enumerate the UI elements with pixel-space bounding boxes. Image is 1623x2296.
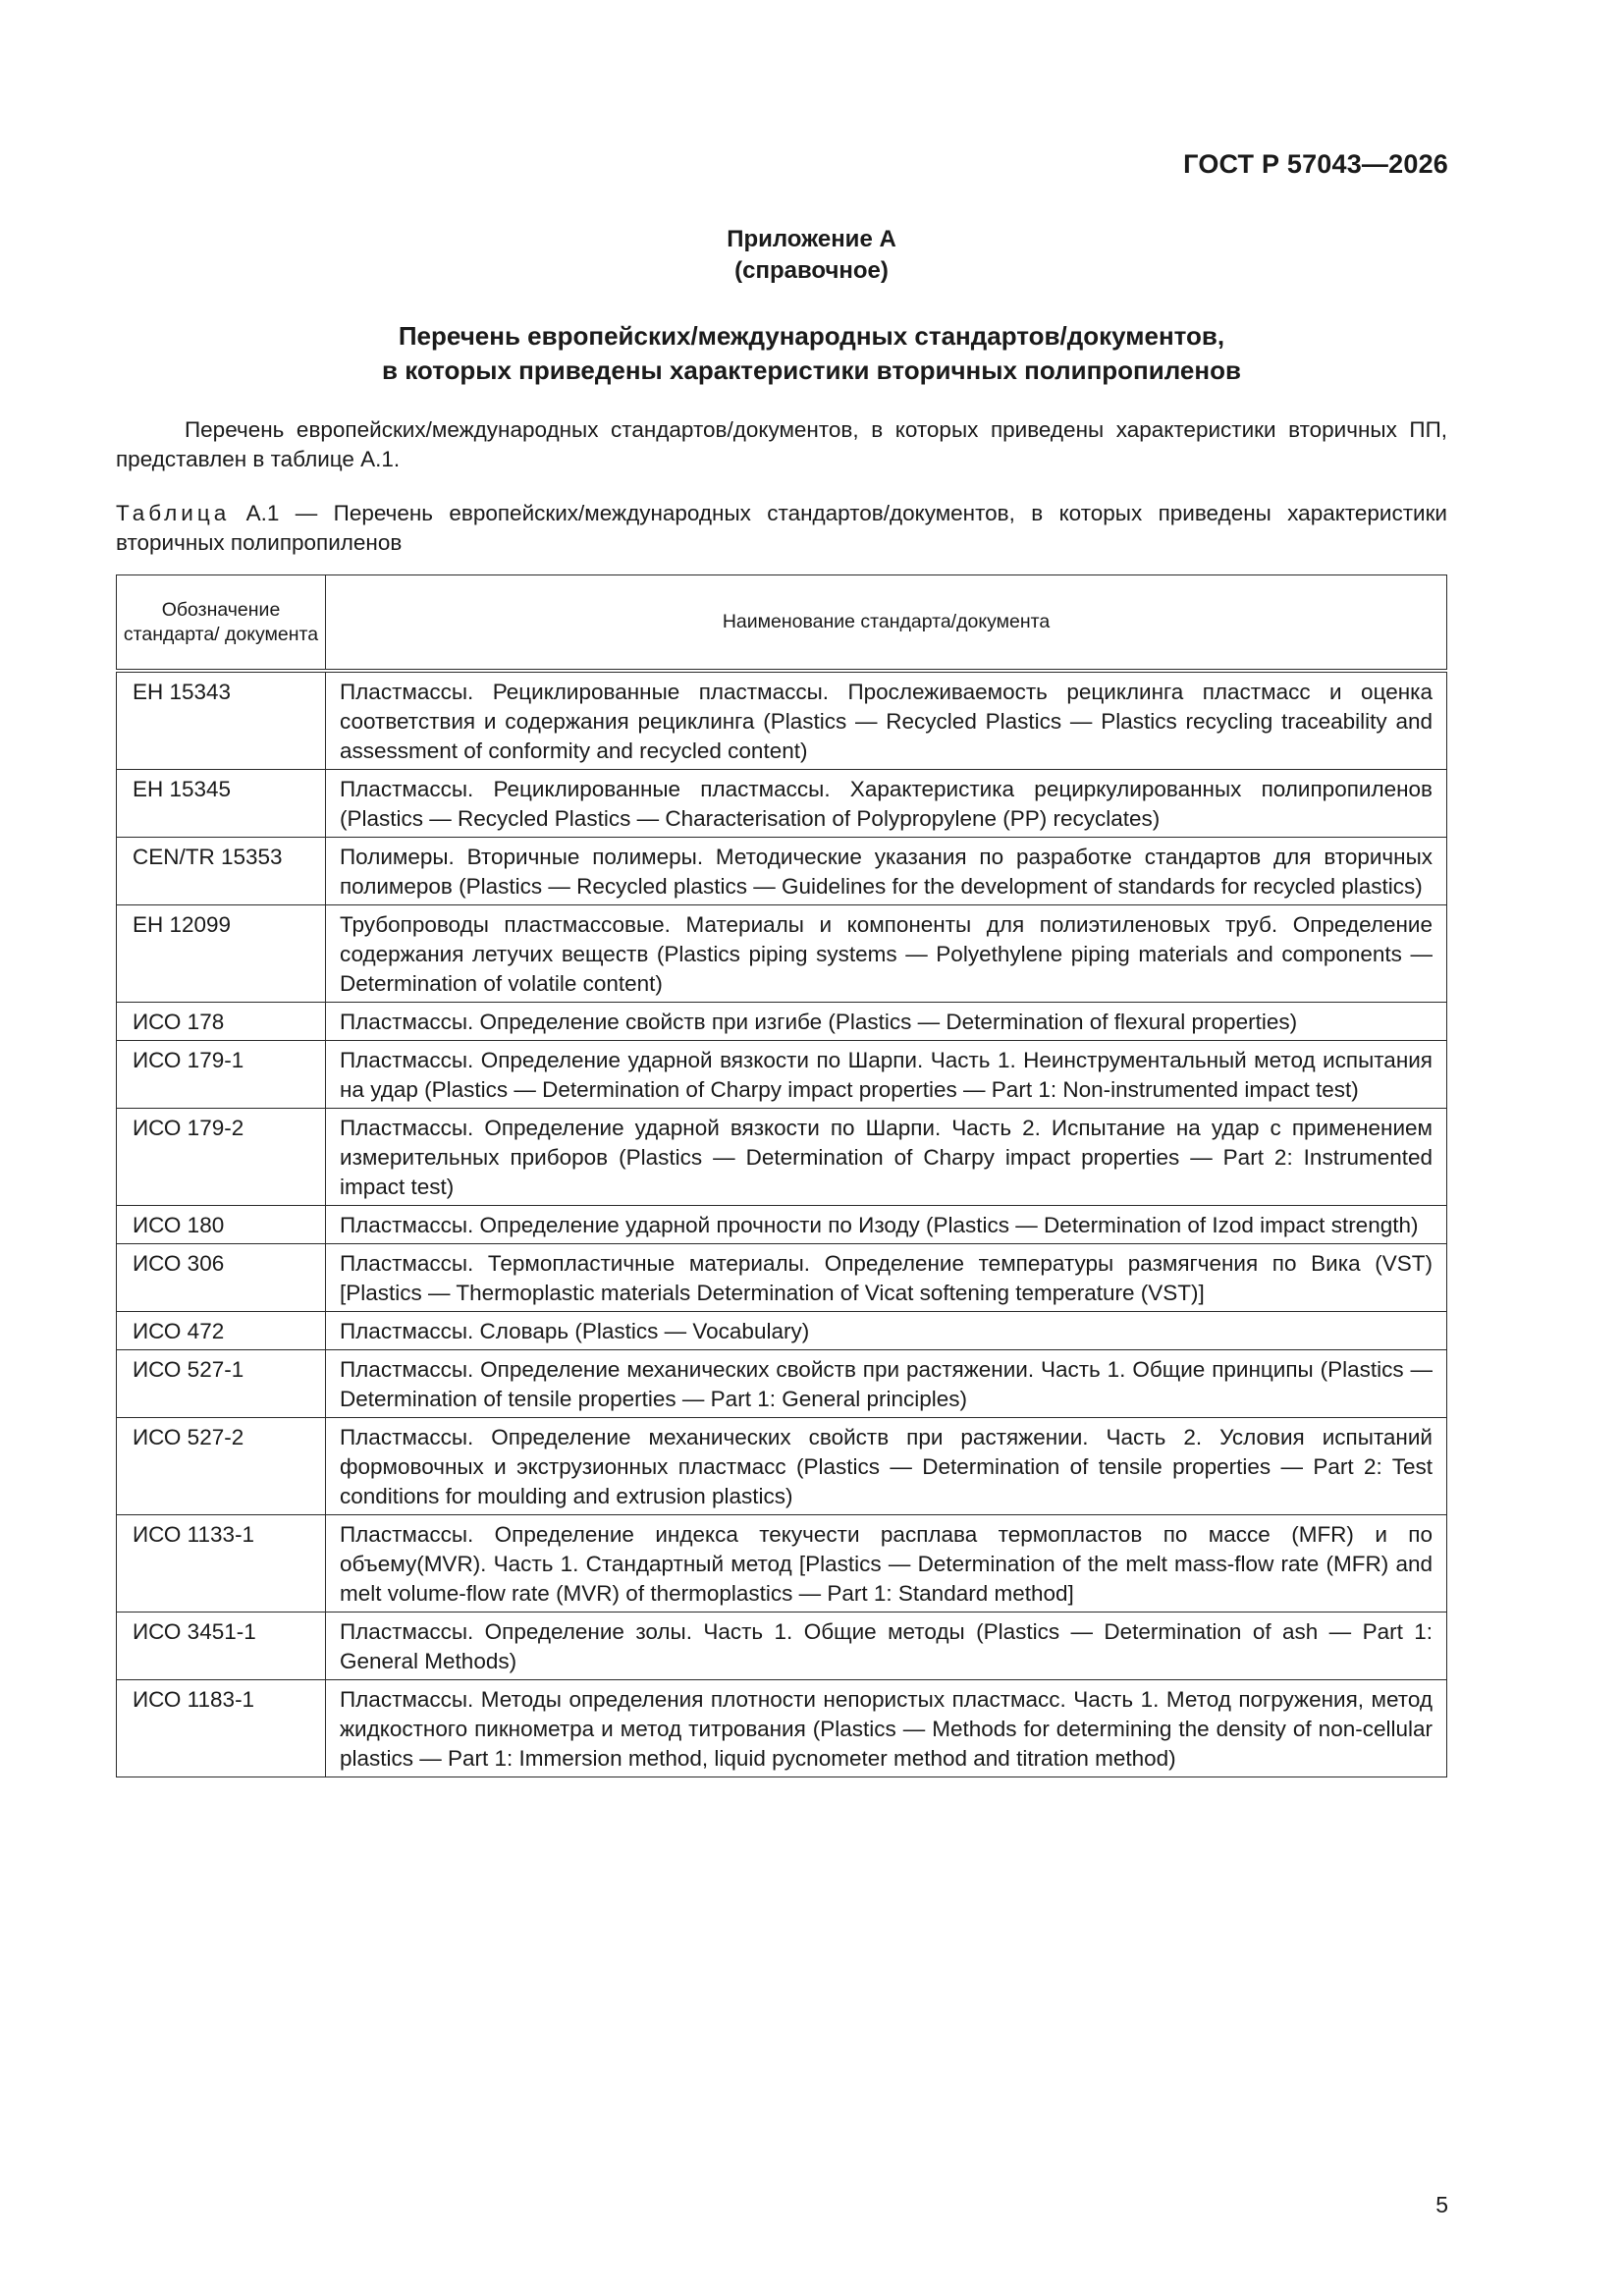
table-row — [117, 671, 1447, 770]
standard-name: Пластмассы. Определение золы. Часть 1. Общие методы (Plastics — Determination of ash — Part 1: General Methods) — [326, 1613, 1447, 1680]
standard-code: ЕН 12099 — [117, 905, 326, 1003]
table-header-row — [117, 575, 1447, 672]
standard-name: Пластмассы. Методы определения плотности непористых пластмасс. Часть 1. Метод погружения, метод жидкостного пикнометра и метод титрования (Plastics — Methods for determining the density of non-cellular plastics — Part 1: Immersion method, liquid pycnometer method and titration method) — [326, 1680, 1447, 1777]
page-number: 5 — [1435, 2192, 1448, 2217]
standard-name: Пластмассы. Определение ударной прочности по Изоду (Plastics — Determination of Izod impact strength) — [326, 1206, 1447, 1244]
standard-code: ИСО 527-1 — [117, 1350, 326, 1418]
table-row — [117, 1312, 1447, 1350]
standard-code: ИСО 3451-1 — [117, 1613, 326, 1680]
table-caption-label: Таблица — [116, 501, 231, 525]
table-row — [117, 1680, 1447, 1777]
standard-code: ИСО 179-2 — [117, 1109, 326, 1206]
standard-name: Пластмассы. Определение механических свойств при растяжении. Часть 2. Условия испытаний формовочных и экструзионных пластмасс (Plastics — Determination of tensile properties — Part 2: Test conditions for moulding and extrusion plastics) — [326, 1418, 1447, 1515]
table-caption-text: А.1 — Перечень европейских/международных стандартов/документов, в которых приведены характеристики вторичных полипропиленов — [116, 501, 1447, 555]
standard-name: Полимеры. Вторичные полимеры. Методические указания по разработке стандартов для вторичных полимеров (Plastics — Recycled plastics — Guidelines for the development of standards for recycled plastics) — [326, 838, 1447, 905]
appendix-title — [0, 319, 1623, 388]
table-row — [117, 1244, 1447, 1312]
standard-code: ЕН 15343 — [117, 671, 326, 770]
standard-name: Пластмассы. Определение ударной вязкости по Шарпи. Часть 2. Испытание на удар с применением измерительных приборов (Plastics — Determination of Charpy impact properties — Part 2: Instrumented impact test) — [326, 1109, 1447, 1206]
standard-code: ИСО 178 — [117, 1003, 326, 1041]
standard-code: ИСО 306 — [117, 1244, 326, 1312]
table-row — [117, 1003, 1447, 1041]
standard-name: Пластмассы. Определение свойств при изгибе (Plastics — Determination of flexural properties) — [326, 1003, 1447, 1041]
table-row — [117, 1041, 1447, 1109]
standard-code: ИСО 1183-1 — [117, 1680, 326, 1777]
standards-table — [116, 574, 1447, 1777]
standard-name: Трубопроводы пластмассовые. Материалы и компоненты для полиэтиленовых труб. Определение содержания летучих веществ (Plastics piping systems — Polyethylene piping materials and components — Determination of volatile content) — [326, 905, 1447, 1003]
standard-name: Пластмассы. Определение ударной вязкости по Шарпи. Часть 1. Неинструментальный метод испытания на удар (Plastics — Determination of Charpy impact properties — Part 1: Non-instrumented impact test) — [326, 1041, 1447, 1109]
table-row — [117, 1206, 1447, 1244]
intro-paragraph: Перечень европейских/международных стандартов/документов, в которых приведены характеристики вторичных ПП, представлен в таблице А.1. — [116, 417, 1447, 471]
appendix-type: (справочное) — [734, 257, 889, 284]
standard-code: ИСО 1133-1 — [117, 1515, 326, 1613]
standard-code: ЕН 15345 — [117, 770, 326, 838]
standard-code: ИСО 180 — [117, 1206, 326, 1244]
document-code: ГОСТ Р 57043—2026 — [1183, 149, 1448, 179]
table-row — [117, 1350, 1447, 1418]
standard-code: ИСО 179-1 — [117, 1041, 326, 1109]
title-line-1: Перечень европейских/международных стандартов/документов, — [398, 321, 1225, 351]
standard-name: Пластмассы. Определение индекса текучести расплава термопластов по массе (MFR) и по объему(MVR). Часть 1. Стандартный метод [Plastics — Determination of the melt mass-flow rate (MFR) and melt volume-flow rate (MVR) of thermoplastics — Part 1: Standard method] — [326, 1515, 1447, 1613]
appendix-heading — [0, 224, 1623, 287]
table-caption — [116, 499, 1447, 558]
standard-name: Пластмассы. Рециклированные пластмассы. Характеристика рециркулированных полипропиленов (Plastics — Recycled Plastics — Characterisation of Polypropylene (PP) recyclates) — [326, 770, 1447, 838]
standard-name: Пластмассы. Рециклированные пластмассы. Прослеживаемость рециклинга пластмасс и оценка соответствия и содержания рециклинга (Plastics — Recycled Plastics — Plastics recycling traceability and assessment of conformity and recycled content) — [326, 671, 1447, 770]
table-row — [117, 1613, 1447, 1680]
table-row — [117, 905, 1447, 1003]
title-line-2: в которых приведены характеристики вторичных полипропиленов — [382, 355, 1241, 385]
appendix-label: Приложение А — [727, 226, 896, 252]
standard-code: CEN/TR 15353 — [117, 838, 326, 905]
standard-name: Пластмассы. Словарь (Plastics — Vocabulary) — [326, 1312, 1447, 1350]
standard-name: Пластмассы. Определение механических свойств при растяжении. Часть 1. Общие принципы (Plastics — Determination of tensile properties — Part 1: General principles) — [326, 1350, 1447, 1418]
table-row — [117, 770, 1447, 838]
header-code: Обозначение стандарта/ документа — [117, 575, 326, 672]
table-row — [117, 838, 1447, 905]
standard-name: Пластмассы. Термопластичные материалы. Определение температуры размягчения по Вика (VST) [Plastics — Thermoplastic materials Determination of Vicat softening temperature (VST)] — [326, 1244, 1447, 1312]
standard-code: ИСО 472 — [117, 1312, 326, 1350]
table-body — [117, 671, 1447, 1777]
table-row — [117, 1109, 1447, 1206]
header-name: Наименование стандарта/документа — [326, 575, 1447, 672]
standard-code: ИСО 527-2 — [117, 1418, 326, 1515]
table-row — [117, 1515, 1447, 1613]
table-row — [117, 1418, 1447, 1515]
